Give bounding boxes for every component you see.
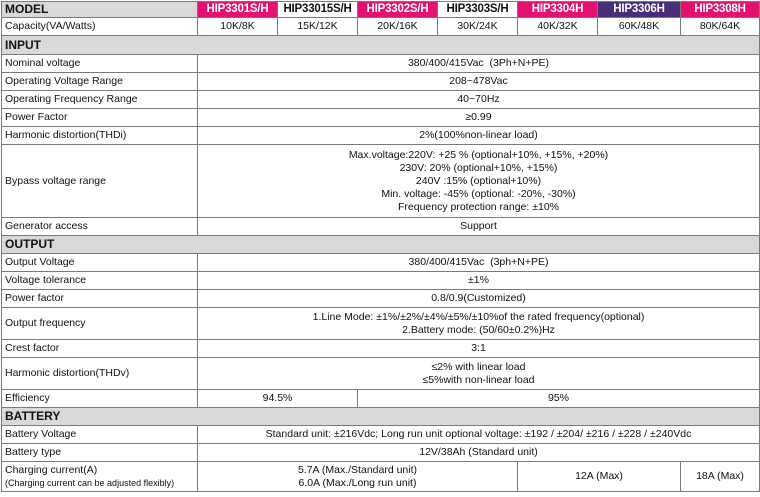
output-frequency-row [2, 308, 760, 340]
nominal-voltage-row [2, 55, 760, 73]
thdv-line: ≤5%with non-linear load [422, 373, 535, 386]
input-section-title: INPUT [2, 36, 760, 55]
operating-voltage-value: 208~478Vac [198, 73, 760, 91]
bypass-line: Frequency protection range: ±10% [397, 200, 560, 213]
thdi-label: Harmonic distortion(THDi) [2, 127, 198, 145]
model-hip33015: HIP33015S/H [278, 2, 358, 18]
voltage-tolerance-value: ±1% [198, 272, 760, 290]
spec-table [1, 1, 760, 492]
battery-type-label: Battery type [2, 444, 198, 462]
capacity-row [2, 18, 760, 36]
output-voltage-value: 380/400/415Vac (3ph+N+PE) [198, 254, 760, 272]
output-section-row [2, 236, 760, 254]
charging-current-value-medium: 12A (Max) [518, 462, 681, 492]
efficiency-value-small: 94.5% [198, 390, 358, 408]
bypass-line: 240V :15% (optional+10%) [415, 174, 542, 187]
crest-factor-value: 3:1 [198, 340, 760, 358]
model-hip3302: HIP3302S/H [358, 2, 438, 18]
charging-current-row [2, 462, 760, 492]
operating-voltage-row [2, 73, 760, 91]
charging-current-line: 6.0A (Max./Long run unit) [298, 476, 417, 489]
model-heading: MODEL [2, 2, 198, 18]
output-power-factor-row [2, 290, 760, 308]
operating-frequency-value: 40~70Hz [198, 91, 760, 109]
charging-current-line: 5.7A (Max./Standard unit) [297, 463, 418, 476]
input-power-factor-row [2, 109, 760, 127]
battery-voltage-row [2, 426, 760, 444]
model-row [2, 2, 760, 18]
output-voltage-row [2, 254, 760, 272]
input-power-factor-value: ≥0.99 [198, 109, 760, 127]
charging-current-label-cell [2, 462, 198, 492]
output-frequency-label: Output frequency [2, 308, 198, 340]
input-power-factor-label: Power Factor [2, 109, 198, 127]
model-hip3301: HIP3301S/H [198, 2, 278, 18]
thdi-row [2, 127, 760, 145]
operating-frequency-label: Operating Frequency Range [2, 91, 198, 109]
capacity-value: 80K/64K [681, 18, 760, 36]
bypass-row [2, 145, 760, 218]
voltage-tolerance-row [2, 272, 760, 290]
output-frequency-line: 2.Battery mode: (50/60±0.2%)Hz [402, 323, 555, 336]
efficiency-label: Efficiency [2, 390, 198, 408]
thdv-row [2, 358, 760, 390]
output-frequency-value [198, 308, 760, 340]
generator-label: Generator access [2, 218, 198, 236]
bypass-value [198, 145, 760, 218]
thdi-value: 2%(100%non-linear load) [198, 127, 760, 145]
battery-section-row [2, 408, 760, 426]
model-hip3308: HIP3308H [681, 2, 760, 18]
bypass-line: Min. voltage: -45% (optional: -20%, -30%) [381, 187, 576, 200]
thdv-value [198, 358, 760, 390]
efficiency-value-large: 95% [358, 390, 760, 408]
capacity-value: 30K/24K [438, 18, 518, 36]
thdv-line: ≤2% with linear load [431, 360, 526, 373]
output-voltage-label: Output Voltage [2, 254, 198, 272]
thdv-label: Harmonic distortion(THDv) [2, 358, 198, 390]
capacity-value: 60K/48K [598, 18, 681, 36]
model-hip3306: HIP3306H [598, 2, 681, 18]
battery-section-title: BATTERY [2, 408, 760, 426]
battery-type-value: 12V/38Ah (Standard unit) [198, 444, 760, 462]
crest-factor-row [2, 340, 760, 358]
capacity-value: 40K/32K [518, 18, 598, 36]
bypass-line: 230V: 20% (optional+10%, +15%) [399, 161, 558, 174]
charging-current-value-small [198, 462, 518, 492]
operating-frequency-row [2, 91, 760, 109]
capacity-value: 10K/8K [198, 18, 278, 36]
generator-row [2, 218, 760, 236]
battery-type-row [2, 444, 760, 462]
input-section-row [2, 36, 760, 55]
bypass-line: Max.voltage:220V: +25 % (optional+10%, +15%, +20%) [348, 148, 609, 161]
nominal-voltage-value: 380/400/415Vac (3Ph+N+PE) [198, 55, 760, 73]
voltage-tolerance-label: Voltage tolerance [2, 272, 198, 290]
model-hip3303: HIP3303S/H [438, 2, 518, 18]
nominal-voltage-label: Nominal voltage [2, 55, 198, 73]
charging-current-label: Charging current(A) [5, 463, 98, 476]
battery-voltage-value: Standard unit: ±216Vdc; Long run unit optional voltage: ±192 / ±204/ ±216 / ±228 / ±240Vdc [198, 426, 760, 444]
charging-current-sublabel: (Charging current can be adjusted flexibly) [5, 477, 175, 488]
crest-factor-label: Crest factor [2, 340, 198, 358]
bypass-label: Bypass voltage range [2, 145, 198, 218]
generator-value: Support [198, 218, 760, 236]
efficiency-row [2, 390, 760, 408]
capacity-label: Capacity(VA/Watts) [2, 18, 198, 36]
charging-current-value-large: 18A (Max) [681, 462, 760, 492]
capacity-value: 20K/16K [358, 18, 438, 36]
capacity-value: 15K/12K [278, 18, 358, 36]
model-hip3304: HIP3304H [518, 2, 598, 18]
battery-voltage-label: Battery Voltage [2, 426, 198, 444]
output-frequency-line: 1.Line Mode: ±1%/±2%/±4%/±5%/±10%of the rated frequency(optional) [312, 310, 645, 323]
output-power-factor-value: 0.8/0.9(Customized) [198, 290, 760, 308]
output-power-factor-label: Power factor [2, 290, 198, 308]
output-section-title: OUTPUT [2, 236, 760, 254]
operating-voltage-label: Operating Voltage Range [2, 73, 198, 91]
